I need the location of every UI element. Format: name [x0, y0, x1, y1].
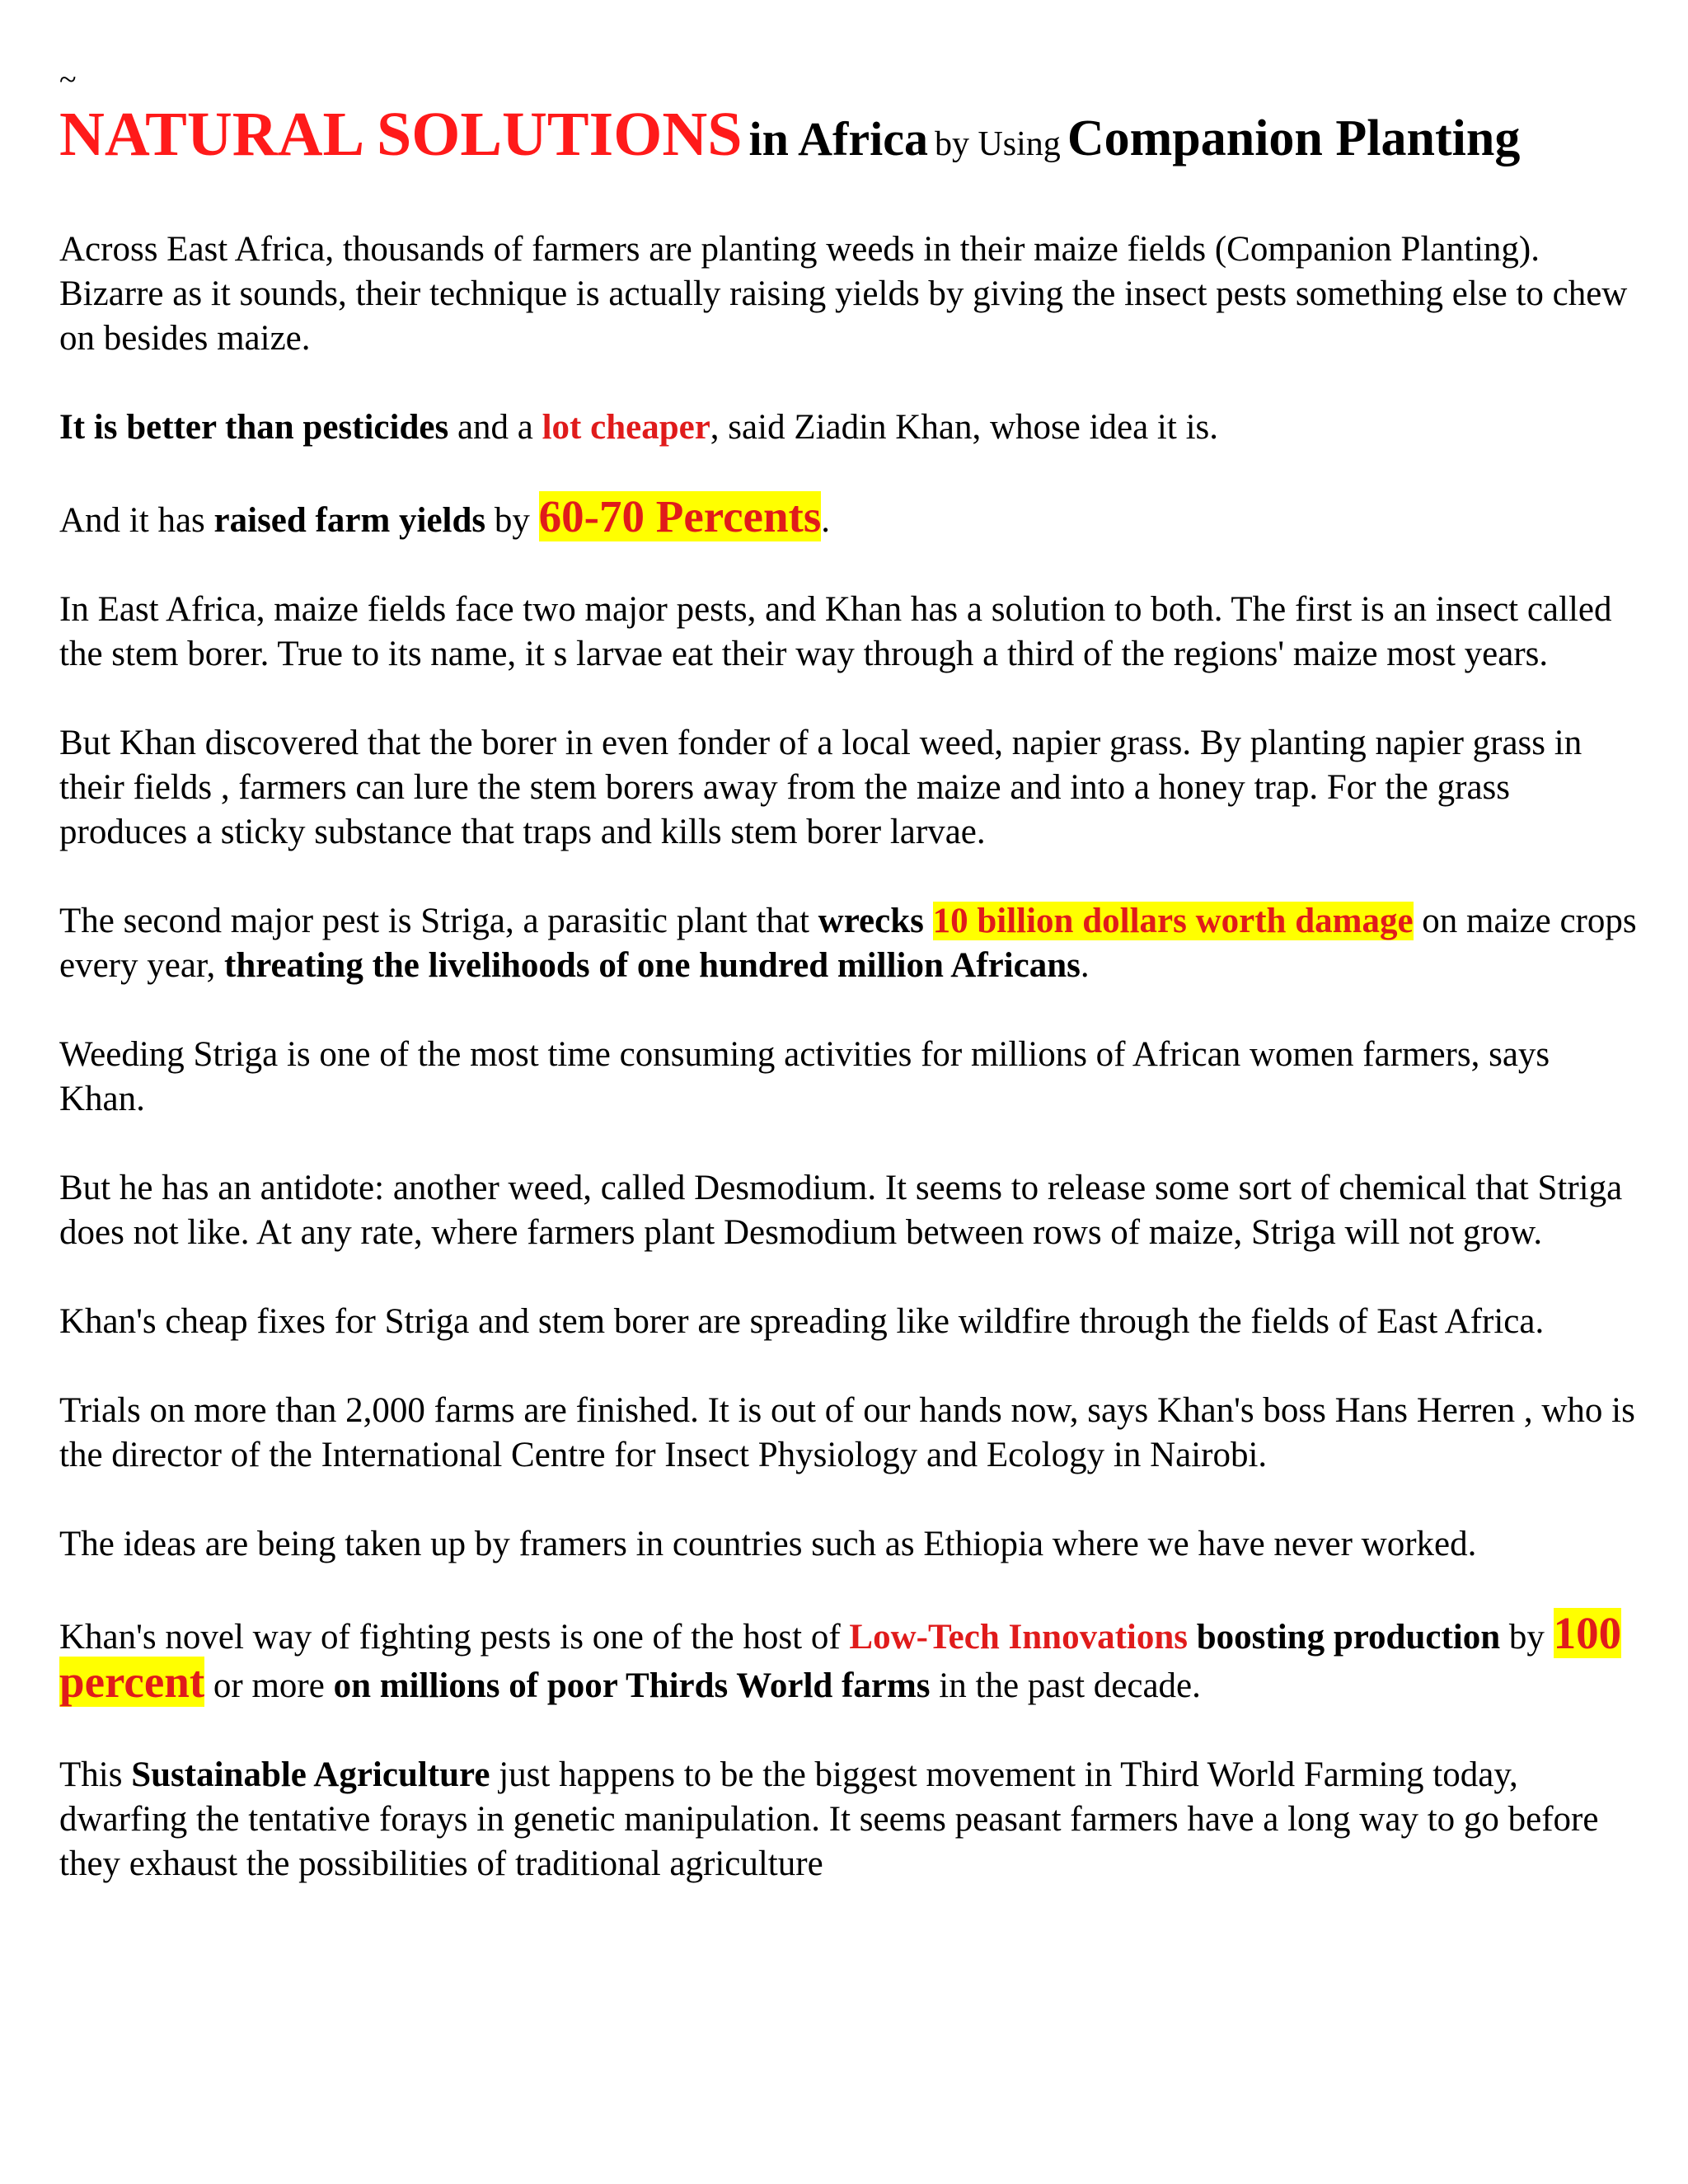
paragraph-ethiopia: The ideas are being taken up by framers in countries such as Ethiopia where we have never worked. — [59, 1525, 1477, 1563]
paragraph-text: . — [1080, 946, 1090, 985]
highlight-60-70-percents: 60-70 Percents — [538, 491, 822, 541]
paragraph-sustainable-agriculture — [59, 1753, 1642, 1886]
paragraph-text: or more — [204, 1666, 334, 1705]
paragraph-striga — [59, 899, 1642, 988]
paragraph-yields — [59, 491, 1642, 543]
paragraph-spreading: Khan's cheap fixes for Striga and stem borer are spreading like wildfire through the fields of East Africa. — [59, 1302, 1545, 1341]
paragraph-text: This — [59, 1755, 132, 1794]
title-part-natural-solutions: NATURAL SOLUTIONS — [59, 100, 743, 169]
paragraph-text: and a — [448, 408, 542, 447]
highlight-100-percent: 100 percent — [59, 1608, 1622, 1707]
paragraph-text: on maize crops every year, — [59, 902, 1637, 985]
paragraph-text: by — [1500, 1618, 1554, 1657]
paragraph-text: by — [485, 501, 539, 540]
emphasis-livelihoods: threating the livelihoods of one hundred million Africans — [224, 946, 1081, 985]
emphasis-lot-cheaper: lot cheaper — [542, 408, 710, 447]
emphasis-low-tech-innovations: Low-Tech Innovations — [849, 1618, 1188, 1657]
paragraph-text: just happens to be the biggest movement in Third World Farming today, dwarfing the tentative forays in genetic manipulation. It seems peasant farmers have a long way to go before they exhaust the possibilities of traditional agriculture — [59, 1755, 1599, 1883]
emphasis-sustainable-agriculture: Sustainable Agriculture — [131, 1755, 490, 1794]
paragraph-desmodium: But he has an antidote: another weed, called Desmodium. It seems to release some sort of chemical that Striga does not like. At any rate, where farmers plant Desmodium between rows of maize, Striga will not grow. — [59, 1169, 1623, 1252]
paragraph-napier-grass: But Khan discovered that the borer in even fonder of a local weed, napier grass. By planting napier grass in their fields , farmers can lure the stem borers away from the maize and into a honey trap. For the grass produces a sticky substance that traps and kills stem borer larvae. — [59, 724, 1582, 851]
title-part-companion-planting: Companion Planting — [1067, 110, 1521, 166]
paragraph-text: And it has — [59, 501, 214, 540]
title-part-in-africa: in Africa — [748, 112, 928, 166]
paragraph-text: The second major pest is Striga, a parasitic plant that — [59, 902, 818, 940]
emphasis-third-world-farms: on millions of poor Thirds World farms — [333, 1666, 931, 1705]
emphasis-raised-farm-yields: raised farm yields — [213, 501, 486, 540]
paragraph-pesticides — [59, 405, 1642, 450]
highlight-10-billion-dollars: 10 billion dollars worth damage — [932, 902, 1414, 940]
paragraph-text — [924, 902, 933, 940]
paragraph-text — [1188, 1618, 1197, 1657]
page-title — [59, 96, 1642, 185]
paragraph-two-pests: In East Africa, maize fields face two major pests, and Khan has a solution to both. The first is an insect called the stem borer. True to its name, it s larvae eat their way through a third of the regions' maize most years. — [59, 590, 1612, 673]
paragraph-intro: Across East Africa, thousands of farmers are planting weeds in their maize fields (Companion Planting). Bizarre as it sounds, their technique is actually raising yields by giving the insect pests something else to chew on besides maize. — [59, 230, 1628, 358]
paragraph-text: in the past decade. — [930, 1666, 1201, 1705]
emphasis-better-than-pesticides: It is better than pesticides — [59, 408, 449, 447]
tilde-mark: ~ — [59, 63, 77, 97]
document-page — [59, 64, 1642, 1931]
paragraph-text: . — [821, 501, 831, 540]
paragraph-low-tech — [59, 1608, 1642, 1708]
paragraph-weeding-striga: Weeding Striga is one of the most time consuming activities for millions of African women farmers, says Khan. — [59, 1035, 1550, 1118]
paragraph-text: Khan's novel way of fighting pests is one of the host of — [59, 1618, 850, 1657]
emphasis-boosting-production: boosting production — [1196, 1618, 1501, 1657]
paragraph-text: , said Ziadin Khan, whose idea it is. — [710, 408, 1219, 447]
paragraph-trials: Trials on more than 2,000 farms are finished. It is out of our hands now, says Khan's boss Hans Herren , who is the director of the International Centre for Insect Physiology and Ecology in Nairobi. — [59, 1391, 1635, 1474]
title-part-by-using: by Using — [934, 125, 1061, 163]
emphasis-wrecks: wrecks — [818, 902, 924, 940]
